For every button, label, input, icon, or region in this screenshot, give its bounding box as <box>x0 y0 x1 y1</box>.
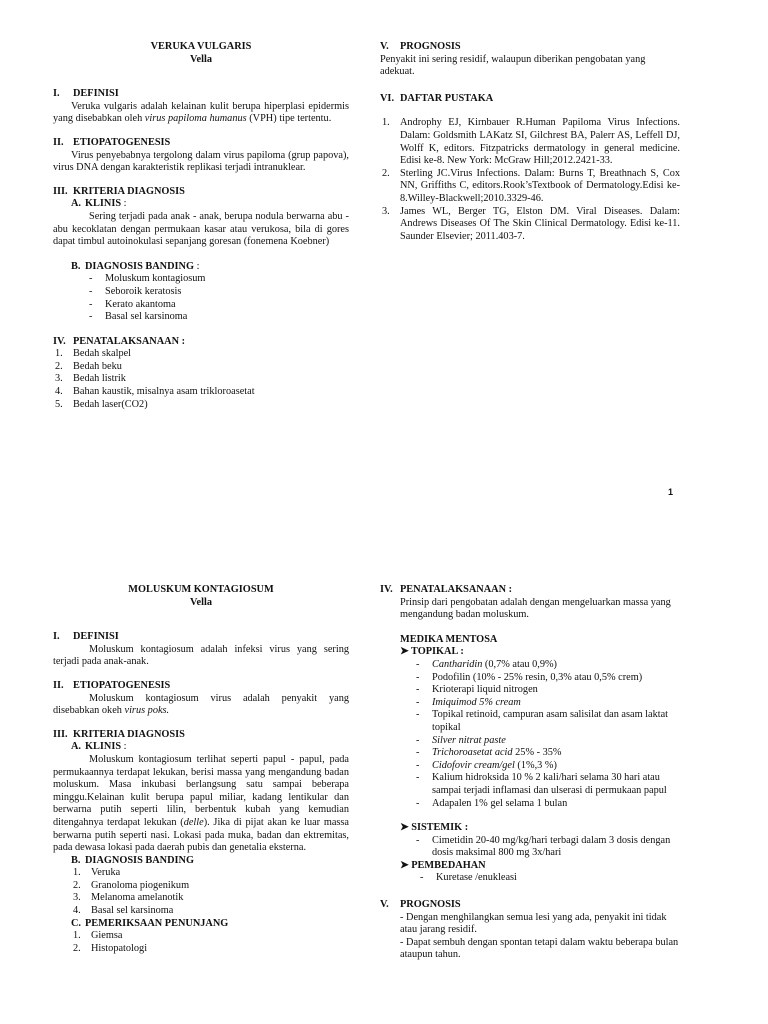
section-heading-kriteria: III. KRITERIA DIAGNOSIS <box>53 185 185 197</box>
section-heading-etiopatogenesis: II. ETIOPATOGENESIS <box>53 679 171 691</box>
list-item: - Adapalen 1% gel selama 1 bulan <box>416 797 568 809</box>
section-heading-penatalaksanaan: IV. PENATALAKSANAAN : <box>53 335 186 347</box>
list-item: 1. Veruka <box>73 867 121 879</box>
section-heading-kriteria: III. KRITERIA DIAGNOSIS <box>53 728 185 740</box>
list-item: 1. Giemsa <box>73 930 123 942</box>
subheading-diagnosis-banding: B. DIAGNOSIS BANDING <box>71 854 194 866</box>
list-item: 2. Histopatologi <box>73 942 148 954</box>
list-item: - Cidofovir cream/gel (1%,3 %) <box>416 759 557 771</box>
list-item: - Silver nitrat paste <box>416 734 506 746</box>
klinis-text: Moluskum kontagiosum terlihat seperti papul - papul, pada permukaannya terdapat lekukan, berisi massa yang mengandung badan moluskum. Masa inkubasi berlangsung satu sampai beberapa minggu.Kelainan kulit berupa papul miliar, kadang lentikular dan berwarna putih seperti lilin, berbentuk kubah yang kemudian ditengahnya terdapat lekukan (delle). Jika di pijat akan ke luar massa berwarna putih seperti nasi. Lokasi pada muka, badan dan ektremitas, pada dewasa lokasi pada daerah pubis dan genetalia eksterna. <box>53 753 350 854</box>
subheading-klinis: A. KLINIS : <box>71 741 127 753</box>
right-column <box>380 41 680 243</box>
section-heading-prognosis: V. PROGNOSIS <box>380 41 461 52</box>
list-item: - Basal sel karsinoma <box>89 311 188 323</box>
pemeriksaan-penunjang-list <box>53 930 349 955</box>
section-heading-penatalaksanaan: IV. PENATALAKSANAAN : <box>380 584 513 595</box>
arrow-bullet-icon: ➤ <box>400 859 409 871</box>
penatalaksanaan-list <box>53 348 349 411</box>
doc-author: Vella <box>190 596 212 608</box>
list-item: - Cantharidin (0,7% atau 0,9%) <box>416 658 557 670</box>
list-item: 5. Bedah laser(CO2) <box>55 398 148 410</box>
klinis-text: Sering terjadi pada anak - anak, berupa nodula berwarna abu - abu kecoklatan dengan permukaan kasar atau verukosa, bila di gores dapat timbul autoinokulasi sepanjang goresan (fonemena Koebner) <box>53 210 349 248</box>
list-item: 4. Bahan kaustik, misalnya asam trikloroasetat <box>55 386 255 398</box>
topikal-list <box>380 659 680 810</box>
arrow-bullet-icon: ➤ <box>400 646 409 658</box>
subheading-diagnosis-banding: B. DIAGNOSIS BANDING : <box>71 260 200 272</box>
list-item: - Cimetidin 20-40 mg/kg/hari terbagi dalam 3 dosis dengan dosis maksimal 800 mg 3x/hari <box>416 834 671 859</box>
list-item: - Trichoroasetat acid 25% - 35% <box>416 747 562 759</box>
reference-item: 1. Androphy EJ, Kirnbauer R.Human Papiloma Virus Infections. Dalam: Goldsmith LAKatz SI, Gilchrest BA, Palerr AS, Leffell DJ, Wolff K, editors. Fitzpatricks dermatology in general medicine. Edisi ke-8. New York: McGraw Hill;2012.2421-33. <box>382 117 680 167</box>
list-item: 3. Melanoma amelanotik <box>73 892 184 904</box>
list-item: 3. Bedah listrik <box>55 373 126 385</box>
list-item: - Kalium hidroksida 10 % 2 kali/hari selama 30 hari atau sampai terjadi inflamasi dan ulserasi di permukaan papul <box>416 772 667 796</box>
pembedahan-list <box>380 872 680 885</box>
section-heading-prognosis: V. PROGNOSIS <box>380 899 461 911</box>
section-heading-definisi: I. DEFINISI <box>53 88 119 100</box>
reference-list <box>380 117 680 243</box>
list-item: - Moluskum kontagiosum <box>89 273 206 285</box>
list-item: - Imiquimod 5% cream <box>416 696 521 708</box>
pembedahan-heading: ➤ PEMBEDAHAN <box>400 859 486 871</box>
list-item: - Topikal retinoid, campuran asam salisilat dan asam laktat topikal <box>416 709 669 733</box>
list-item: - Kuretase /enukleasi <box>420 872 517 884</box>
reference-item: 3. James WL, Berger TG, Elston DM. Viral Diseases. Dalam: Andrews Diseases Of The Skin Clinical Dermatology. Edisi ke-11. Saunder Elsevier; 2011.403-7. <box>382 205 680 242</box>
subheading-pemeriksaan-penunjang: C. PEMERIKSAAN PENUNJANG <box>71 917 229 929</box>
section-text-definisi: Veruka vulgaris adalah kelainan kulit berupa hiperplasi epidermis yang disebabkan oleh virus papiloma humanus (VPH) tipe tertentu. <box>53 100 349 125</box>
diagnosis-banding-list <box>53 273 349 323</box>
list-item: - Krioterapi liquid nitrogen <box>416 684 538 696</box>
left-column <box>53 41 349 411</box>
sistemik-list <box>380 835 680 860</box>
penatalaksanaan-intro: Prinsip dari pengobatan adalah dengan mengeluarkan massa yang mengandung badan moluskum. <box>400 596 671 621</box>
medika-mentosa-heading: MEDIKA MENTOSA <box>400 633 498 645</box>
doc-title: MOLUSKUM KONTAGIOSUM <box>128 584 274 595</box>
list-item: 2. Bedah beku <box>55 360 122 372</box>
list-item: 2. Granoloma piogenikum <box>73 879 190 891</box>
prognosis-line: - Dengan menghilangkan semua lesi yang ada, penyakit ini tidak atau jarang residif. <box>400 911 667 936</box>
page-2 <box>0 512 768 1024</box>
diagnosis-banding-list <box>53 867 349 917</box>
subheading-klinis: A. KLINIS : <box>71 198 127 210</box>
list-item: 4. Basal sel karsinoma <box>73 905 174 917</box>
arrow-bullet-icon: ➤ <box>400 822 409 834</box>
prognosis-line: - Dapat sembuh dengan spontan tetapi dalam waktu beberapa bulan ataupun tahun. <box>400 936 679 961</box>
reference-item: 2. Sterling JC.Virus Infections. Dalam: Burns T, Breathnach S, Cox NN, Griffiths C, editors.Rook’sTextbook of Dermatology.Edisi ke-8.Willey-Blackwell;2010.3329-46. <box>382 167 680 204</box>
section-heading-daftar-pustaka: VI. DAFTAR PUSTAKA <box>380 92 494 104</box>
section-text-definisi: Moluskum kontagiosum adalah infeksi virus yang sering terjadi pada anak-anak. <box>53 643 349 668</box>
left-column <box>53 584 349 955</box>
section-text-prognosis: Penyakit ini sering residif, walaupun diberikan pengobatan yang adekuat. <box>380 53 646 78</box>
page-number: 1 <box>668 487 674 497</box>
topikal-heading: ➤ TOPIKAL : <box>400 646 464 658</box>
list-item: 1. Bedah skalpel <box>55 348 132 360</box>
section-text-etiopatogenesis: Moluskum kontagiosum virus adalah penyakit yang disebabkan okeh virus poks. <box>53 692 349 717</box>
section-heading-definisi: I. DEFINISI <box>53 631 119 643</box>
list-item: - Podofilin (10% - 25% resin, 0,3% atau 0,5% crem) <box>416 671 643 683</box>
sistemik-heading: ➤ SISTEMIK : <box>400 822 469 834</box>
section-text-etiopatogenesis: Virus penyebabnya tergolong dalam virus papiloma (grup papova), virus DNA dengan karakteristik replikasi terjadi intranuklear. <box>53 149 349 174</box>
doc-title: VERUKA VULGARIS <box>150 41 252 52</box>
doc-author: Vella <box>190 53 212 65</box>
right-column <box>380 584 680 962</box>
list-item: - Seboroik keratosis <box>89 285 182 297</box>
section-heading-etiopatogenesis: II. ETIOPATOGENESIS <box>53 136 171 148</box>
list-item: - Kerato akantoma <box>89 298 176 310</box>
